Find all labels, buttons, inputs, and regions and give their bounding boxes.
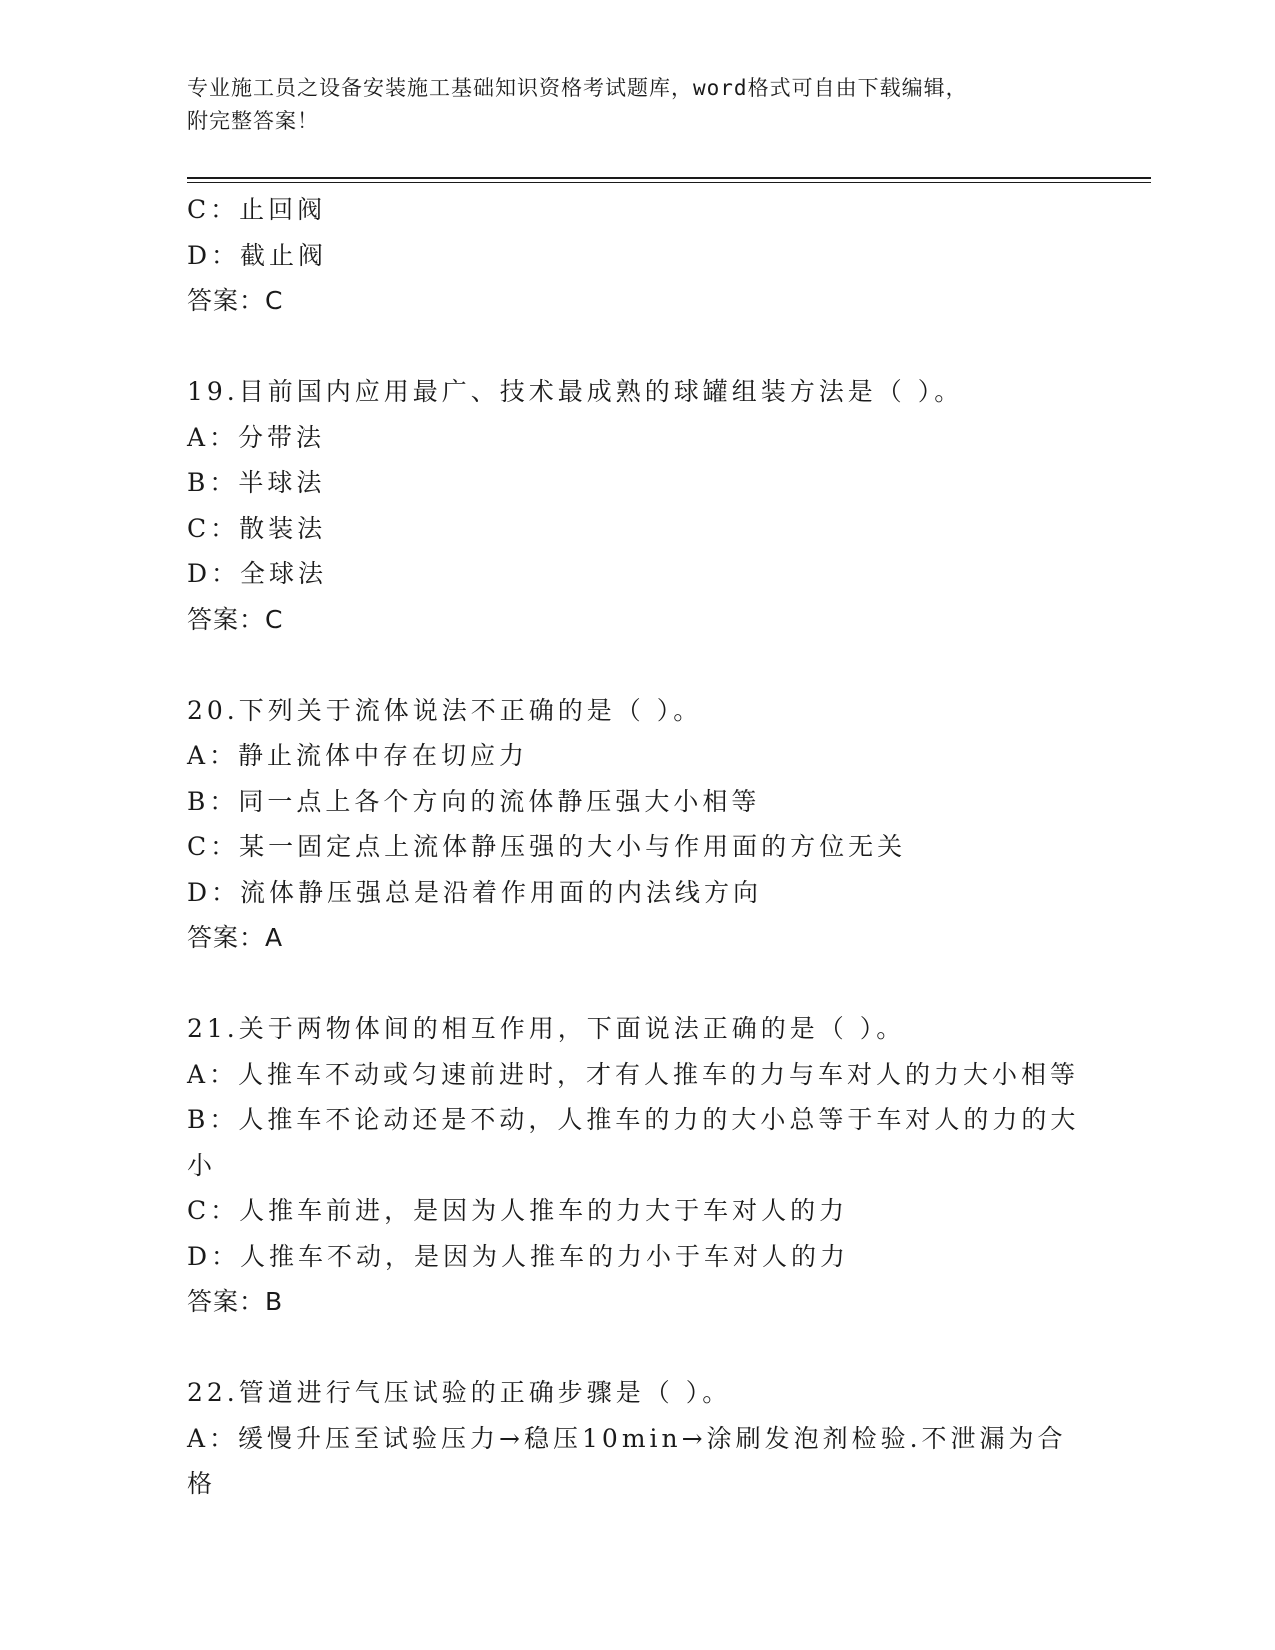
- option-d: D：全球法: [187, 559, 328, 588]
- answer: 答案：A: [187, 923, 284, 952]
- option-a: A：人推车不动或匀速前进时，才有人推车的力与车对人的力大小相等: [187, 1059, 1080, 1089]
- option-b: B：人推车不论动还是不动，人推车的力的大小总等于车对人的力的大小: [187, 1105, 1080, 1180]
- spacer: [187, 1325, 1087, 1371]
- header-title-line-1: 专业施工员之设备安装施工基础知识资格考试题库，word格式可自由下载编辑，: [187, 76, 968, 100]
- option-a: A：分带法: [187, 422, 326, 452]
- answer: 答案：C: [187, 286, 284, 315]
- spacer: [187, 642, 1087, 688]
- question-stem: 20.下列关于流体说法不正确的是（ ）。: [187, 695, 703, 725]
- answer: 答案：C: [187, 604, 284, 634]
- option-b: B：同一点上各个方向的流体静压强大小相等: [187, 786, 761, 816]
- question-content: [187, 187, 1087, 1507]
- header-divider-thick: [187, 177, 1151, 179]
- question-stem: 19.目前国内应用最广、技术最成熟的球罐组装方法是（ ）。: [187, 377, 964, 406]
- option-a: A：静止流体中存在切应力: [187, 741, 529, 770]
- option-c: C：止回阀: [187, 195, 327, 224]
- header-title-line-2: 附完整答案！: [187, 109, 319, 133]
- question-21: [187, 1006, 1087, 1325]
- question-19: [187, 369, 1087, 642]
- option-c: C：人推车前进，是因为人推车的力大于车对人的力: [187, 1196, 849, 1225]
- option-d: D：截止阀: [187, 240, 328, 270]
- option-b: B：半球法: [187, 468, 326, 497]
- answer: 答案：B: [187, 1287, 284, 1316]
- option-d: D：人推车不动，是因为人推车的力小于车对人的力: [187, 1241, 850, 1271]
- spacer: [187, 961, 1087, 1007]
- page-header: [187, 72, 1087, 138]
- option-c: C：某一固定点上流体静压强的大小与作用面的方位无关: [187, 832, 907, 861]
- question-stem: 22.管道进行气压试验的正确步骤是（ ）。: [187, 1378, 732, 1407]
- header-divider-thin: [187, 182, 1151, 183]
- question-stem: 21.关于两物体间的相互作用，下面说法正确的是（ ）。: [187, 1014, 906, 1043]
- option-a: A：缓慢升压至试验压力→稳压10min→涂刷发泡剂检验.不泄漏为合格: [187, 1423, 1067, 1498]
- question-18-continued: [187, 187, 1087, 324]
- question-22: [187, 1370, 1087, 1507]
- option-d: D：流体静压强总是沿着作用面的内法线方向: [187, 877, 763, 907]
- question-20: [187, 688, 1087, 961]
- spacer: [187, 324, 1087, 370]
- option-c: C：散装法: [187, 513, 327, 543]
